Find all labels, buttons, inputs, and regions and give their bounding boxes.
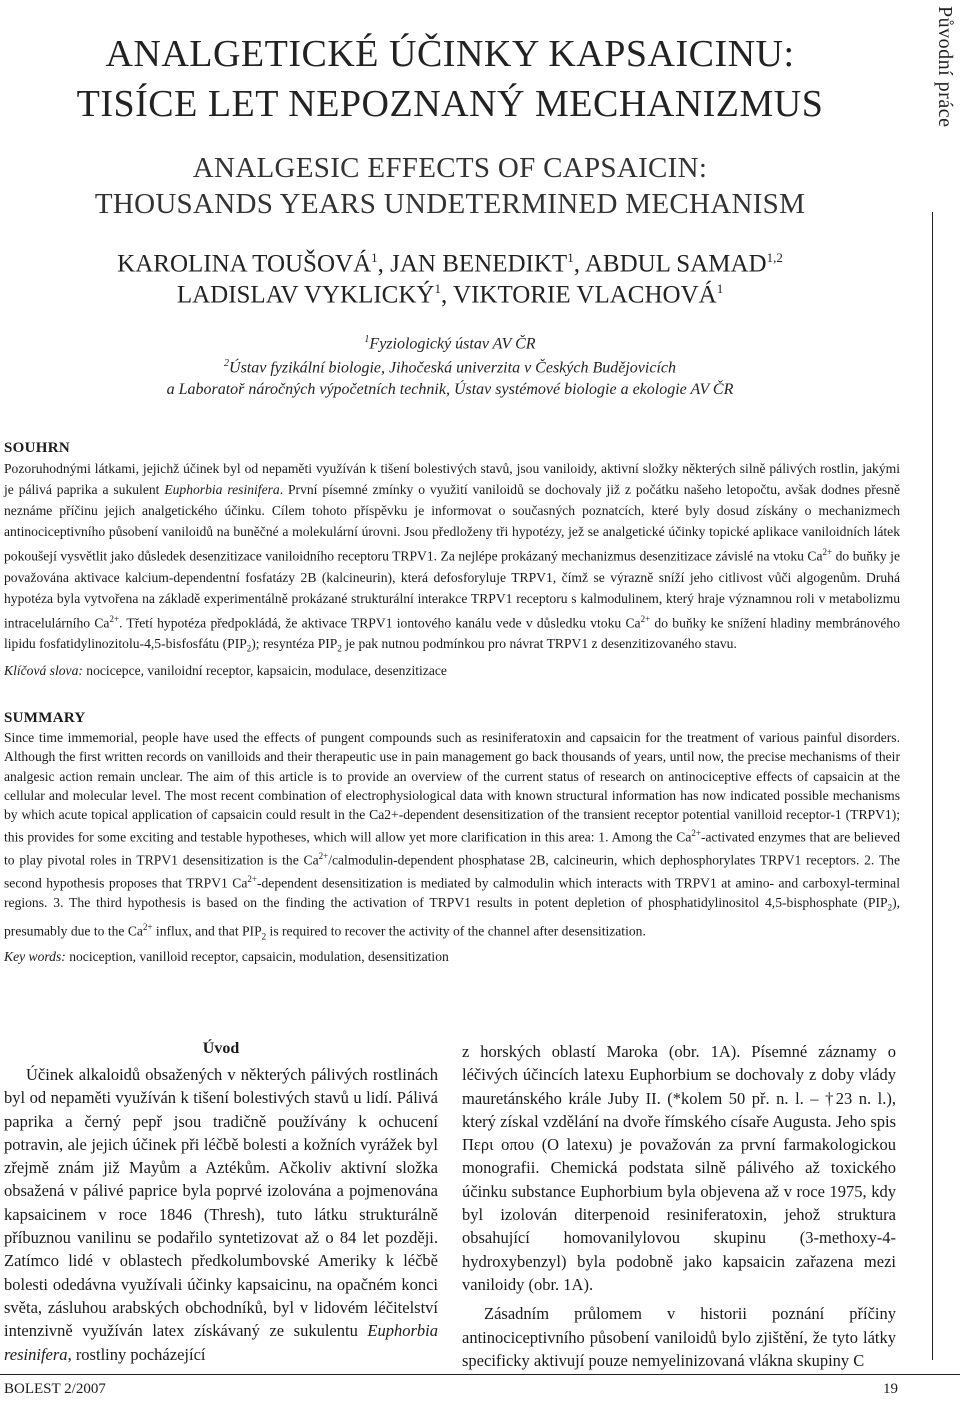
souhrn-heading: SOUHRN	[4, 440, 70, 456]
body-column-right	[462, 1040, 896, 1372]
summary-segment: Since time immemorial, people have used the effects of pungent compounds such as resiniferatoxin and capsaicin for the treatment of various painful disorders. Although the first written records on vanilloids and their therapeutic use in pain management go back thousands of years, until now, the precise mechanisms of their analgesic action remain unclear. The aim of this article is to provide an overview of the current status of research on antinociceptive effects of capsaicin at the cellular and molecular level. The most recent combination of electrophysiological data with known structural information has now indicated possible mechanisms by which acute topical application of capsaicin could result in the Ca2+-dependent desensitization of the transient receptor potential vanilloid receptor-1 (TRPV1); this provides for some exciting and testable hypotheses, which will allow yet more clarification in this area: 1. Among the Ca	[4, 730, 900, 846]
subscript: 2	[887, 902, 893, 913]
souhrn-segment: ); resyntéza PIP	[251, 636, 338, 652]
summary-segment: is required to recover the activity of the channel after desensitization.	[266, 923, 646, 939]
souhrn-segment: Pozoruhodnými látkami, jejichž účinek byl od nepaměti využíván k tišení bolestivých stavů, jsou vaniloidy, aktivní složky některých silně pálivých rostlin, jakými je pálivá paprika a sukulent	[4, 461, 900, 497]
subscript: 2	[261, 931, 267, 942]
souhrn-text	[4, 458, 900, 681]
body-column-left	[4, 1063, 438, 1366]
superscript: 2+	[822, 547, 833, 557]
summary-text	[4, 728, 900, 966]
summary-segment: -activated enzymes that are believed to play pivotal roles in TRPV1 desensitization is the Ca	[4, 830, 900, 868]
affiliation-text: Fyziologický ústav AV ČR	[369, 335, 536, 353]
author-affil-mark: 1	[567, 250, 574, 265]
paragraph	[4, 1063, 438, 1366]
souhrn-segment: do buňky je považována aktivace kalcium-dependentní fosfatázy 2B (kalcineurin), která defosforyluje TRPV1, čímž se výrazně sníží jeho citlivost vůči algogenům. Druhá hypotéza byla vytvořena na základě experimentálně prokázané strukturální interakce TRPV1 receptoru s kalmodulinem, který hraje významnou roli v metabolizmu intracelulárního Ca	[4, 548, 900, 631]
superscript: 2+	[109, 613, 120, 624]
paragraph: Zásadním průlomem v historii poznání příčiny antinociceptivního působení vaniloidů bylo zjištění, že tyto látky specificky aktivují pouze nemyelinizovaná vlákna skupiny C	[462, 1304, 896, 1370]
author-affil-mark: 1,2	[766, 250, 783, 265]
superscript: 2+	[640, 613, 651, 624]
affiliation-1	[0, 334, 900, 353]
author-name: VIKTORIE VLACHOVÁ	[453, 281, 717, 309]
summary-segment: ), presumably due to the Ca	[4, 894, 900, 939]
paragraph: z horských oblastí Maroka (obr. 1A). Písemné záznamy o léčivých účincích latexu Euphorbium se dochovaly z doby vlády mauretánského krále Juby II. (*kolem 50 př. n. l. – †23 n. l.), který získal vzdělání na dvoře římského císaře Augusta. Jeho spis Περι οπου (O latexu) je považován za první farmakologickou monografii. Chemická podstata silně pálivého až toxického účinku substance Euphorbium byla objevena až v roce 1975, kdy byl izolován diterpenoid resiniferatoxin, jehož struktura obsahující homovanilylovou skupinu (3-methoxy-4-hydroxybenzyl) byla podobně jako kapsaicin zařazena mezi vaniloidy (obr. 1A).	[462, 1042, 896, 1294]
margin-rule	[932, 212, 933, 1360]
journal-issue: BOLEST 2/2007	[4, 1381, 106, 1397]
summary-segment: influx, and that PIP	[152, 923, 262, 939]
intro-heading: Úvod	[202, 1040, 240, 1057]
keywords: nociception, vanilloid receptor, capsaicin, modulation, desensitization	[65, 948, 449, 964]
souhrn-segment: je pak nutnou podmínkou pro návrat TRPV1 z desenzitizovaného stavu.	[341, 636, 737, 652]
author-name: KAROLINA TOUŠOVÁ	[117, 250, 372, 278]
author-name: ABDUL SAMAD	[584, 250, 767, 278]
affiliation-2	[0, 358, 900, 377]
summary-heading: SUMMARY	[4, 710, 86, 726]
superscript: 2+	[691, 828, 701, 839]
subscript: 2	[337, 643, 342, 654]
souhrn-segment: . První písemné zmínky o využití vaniloidů se dochovaly již z počátku našeho letopočtu, avšak dodnes přesně neznáme příčinu jejich analgetického účinku. Cílem tohoto příspěvku je informovat o současných poznatcích, které byly dosud získány o mechanizmech antinociceptivního působení vaniloidů na buněčné a molekulární úrovni. Jsou předloženy tři hypotézy, jež se analgetické účinky topické aplikace vaniloidních látek pokoušejí vysvětlit jako důsledek desenzitizace vaniloidního receptoru TRPV1. Za nejlépe prokázaný mechanizmus desenzitizace závislé na vtoku Ca	[4, 482, 900, 564]
subtitle-line-1: ANALGESIC EFFECTS OF CAPSAICIN:	[192, 152, 708, 184]
species-name: Euphorbia resinifera	[164, 482, 280, 497]
summary-segment: /calmodulin-dependent phosphatase 2B, calcineurin, which dephosphorylates TRPV1 receptors. 2. The second hypothesis proposes that TRPV1 Ca	[4, 852, 900, 891]
section-label: Původní práce	[934, 6, 956, 128]
authors-line-2: LADISLAV VYKLICKÝ$^1$, VIKTORIE VLACHOVÁ$^1$	[176, 281, 724, 309]
author-name: LADISLAV VYKLICKÝ	[176, 281, 435, 309]
superscript: 2+	[247, 874, 257, 885]
keywords: nocicepce, vaniloidní receptor, kapsaicin, modulace, desenzitizace	[82, 662, 447, 678]
title-line-2: TISÍCE LET NEPOZNANÝ MECHANIZMUS	[76, 83, 824, 125]
title-line-1: ANALGETICKÉ ÚČINKY KAPSAICINU:	[105, 33, 795, 75]
author-affil-mark: 1	[434, 281, 441, 296]
page-number: 19	[883, 1381, 898, 1397]
superscript: 2+	[142, 921, 153, 932]
affiliation-3: a Laboratoř náročných výpočetních technik, Ústav systémové biologie a ekologie AV ČR	[166, 381, 734, 398]
subscript: 2	[246, 643, 252, 654]
affiliation-mark: 2	[224, 358, 230, 369]
species-name: Euphorbia resinifera	[4, 1321, 438, 1364]
affiliation-mark: 1	[364, 334, 370, 345]
souhrn-segment: . Třetí hypotéza předpokládá, že aktivace TRPV1 iontového kanálu vede v důsledku vtoku Ca	[119, 615, 641, 631]
author-affil-mark: 1	[716, 281, 724, 296]
subtitle-line-2: THOUSANDS YEARS UNDETERMINED MECHANISM	[94, 188, 806, 220]
souhrn-segment: do buňky ke snížení hladiny membránového lipidu fosfatidylinozitolu-4,5-bisfosfátu (PIP	[4, 615, 901, 652]
paragraph-segment: Účinek alkaloidů obsažených v některých pálivých rostlinách byl od nepaměti využíván k tišení bolestivých stavů u lidí. Pálivá paprika a černý pepř jsou tradičně používány k ochucení potravin, ale jejich účinek při léčbě bolesti a kožních vyrážek byl zřejmě znám již Mayům a Aztékům. Ačkoliv aktivní složka obsažená v pálivé paprice byla poprvé izolována a pojmenována kapsaicinem v roce 1846 (Thresh), tuto látku strukturálně příbuznou vanilinu se podařilo syntetizovat až o 84 let později. Zatímco lidé v oblastech předkolumbovské Ameriky k léčbě bolesti odedávna využívali účinky kapsaicinu, na opačném konci světa, zásluhou arabských obchodníků, byl v lidovém léčitelství intenzivně využíván latex získávaný ze sukulentu	[4, 1065, 438, 1341]
keywords-label: Klíčová slova:	[4, 662, 83, 678]
authors-line-1: KAROLINA TOUŠOVÁ$^1$, JAN BENEDIKT$^1$, ABDUL SAMAD$^{1,2}$	[117, 250, 783, 278]
author-affil-mark: 1	[371, 250, 378, 265]
affiliation-text: Ústav fyzikální biologie, Jihočeská univerzita v Českých Budějovicích	[229, 359, 676, 377]
footer-rule	[0, 1374, 960, 1375]
paragraph-segment: , rostliny pocházející	[67, 1344, 206, 1364]
superscript: 2+	[318, 851, 329, 862]
author-name: JAN BENEDIKT	[390, 250, 568, 278]
summary-segment: -dependent desensitization is mediated by calmodulin which interacts with TRPV1 at amino- and carboxyl-terminal regions. 3. The third hypothesis is based on the finding the activation of TRPV1 results in potent depletion of phosphatidylinositol 4,5-bisphosphate (PIP	[4, 875, 900, 910]
keywords-label: Key words:	[4, 948, 66, 964]
